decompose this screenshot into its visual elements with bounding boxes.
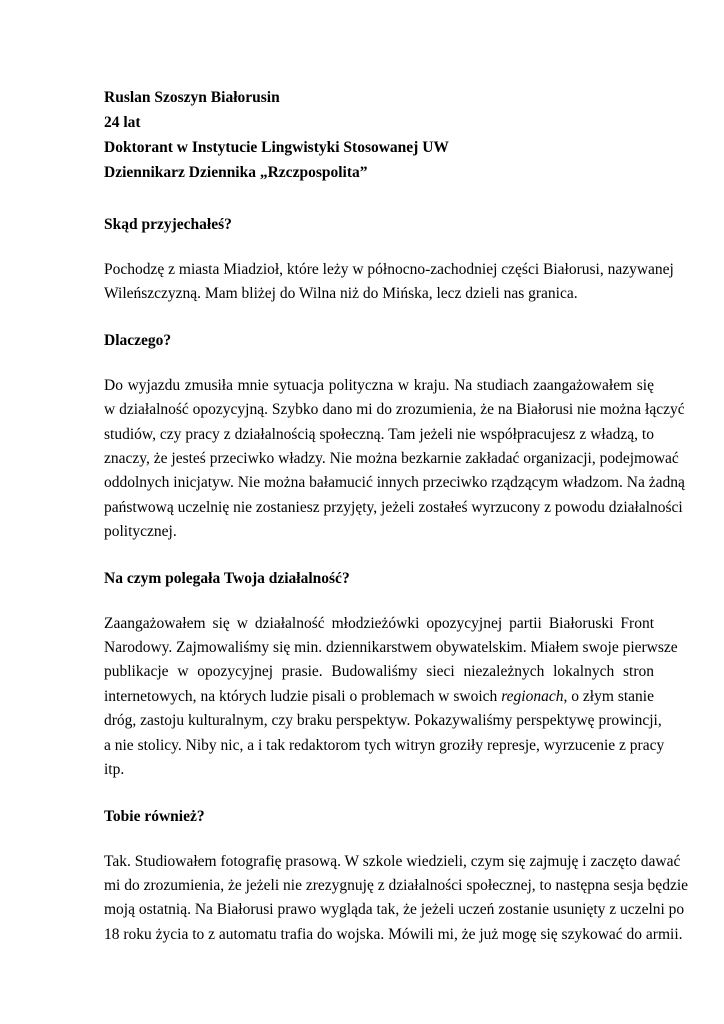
answer-line: mi do zrozumienia, że jeżeli nie zrezygnuję z działalności społecznej, to następna sesja będzie — [104, 876, 689, 894]
question-why: Dlaczego? — [104, 331, 172, 349]
answer-line: Tak. Studiowałem fotografię prasową. W szkole wiedzieli, czym się zajmuję i zaczęto dawać — [104, 852, 681, 870]
answer-line: Do wyjazdu zmusiła mnie sytuacja polityczna w kraju. Na studiach zaangażowałem się — [104, 376, 654, 394]
italic-word: regionach — [501, 687, 564, 705]
answer-text-part: , o złym stanie — [563, 687, 654, 705]
answer-line: dróg, zastoju kulturalnym, czy braku perspektyw. Pokazywaliśmy perspektywę prowincji, — [104, 712, 662, 730]
answer-text-part: internetowych, na których ludzie pisali o problemach w swoich — [104, 687, 498, 705]
answer-line: a nie stolicy. Niby nic, a i tak redaktorom tych witryn groziły represje, wyrzucenie z pracy — [104, 736, 665, 754]
answer-line: w działalność opozycyjną. Szybko dano mi do zrozumienia, że na Białorusi nie można łączyć — [104, 401, 685, 419]
answer-line: publikacje w opozycyjnej prasie. Budowaliśmy sieci niezależnych lokalnych stron — [104, 663, 654, 681]
question-activity: Na czym polegała Twoja działalność? — [104, 569, 350, 587]
author-name: Ruslan Szoszyn Białorusin — [104, 89, 280, 106]
answer-line: 18 roku życia to z automatu trafia do wojska. Mówili mi, że już mogę się szykować do armii. — [104, 925, 683, 943]
answer-line: Zaangażowałem się w działalność młodzieżówki opozycyjnej partii Białoruski Front — [104, 614, 654, 632]
answer-line: Narodowy. Zajmowaliśmy się min. dziennikarstwem obywatelskim. Miałem swoje pierwsze — [104, 639, 678, 657]
answer-activity — [104, 612, 678, 783]
answer-line: studiów, czy pracy z działalnością społeczną. Tam jeżeli nie współpracujesz z władzą, to — [104, 425, 654, 443]
answer-line: politycznej. — [104, 523, 177, 541]
question-origin: Skąd przyjechałeś? — [104, 216, 232, 233]
author-header — [104, 85, 654, 185]
answer-line: znaczy, że jesteś przeciwko władzy. Nie można bezkarnie zakładać organizacji, podejmować — [104, 450, 679, 468]
answer-line: itp. — [104, 761, 125, 779]
author-position: Doktorant w Instytucie Lingwistyki Stosowanej UW — [104, 139, 449, 156]
author-job: Dziennikarz Dziennika „Rzczpospolita” — [104, 164, 368, 181]
answer-line-with-italic — [104, 685, 654, 709]
answer-line: państwową uczelnię nie zostaniesz przyjęty, jeżeli zostałeś wyrzucony z powodu działalności — [104, 498, 683, 516]
author-age: 24 lat — [104, 114, 141, 131]
answer-you-too — [104, 850, 689, 948]
answer-why — [104, 374, 685, 545]
answer-line: oddolnych inicjatyw. Nie można bałamucić innych przeciwko rządzącym władzom. Na żadną — [104, 474, 685, 492]
question-you-too: Tobie również? — [104, 807, 205, 825]
answer-line: Wileńszczyzną. Mam bliżej do Wilna niż do Mińska, lecz dzieli nas granica. — [104, 285, 578, 303]
answer-origin — [104, 258, 674, 307]
answer-line: Pochodzę z miasta Miadzioł, które leży w północno-zachodniej części Białorusi, nazywanej — [104, 261, 674, 278]
answer-line: moją ostatnią. Na Białorusi prawo wygląda tak, że jeżeli uczeń zostanie usunięty z uczelni po — [104, 901, 685, 919]
